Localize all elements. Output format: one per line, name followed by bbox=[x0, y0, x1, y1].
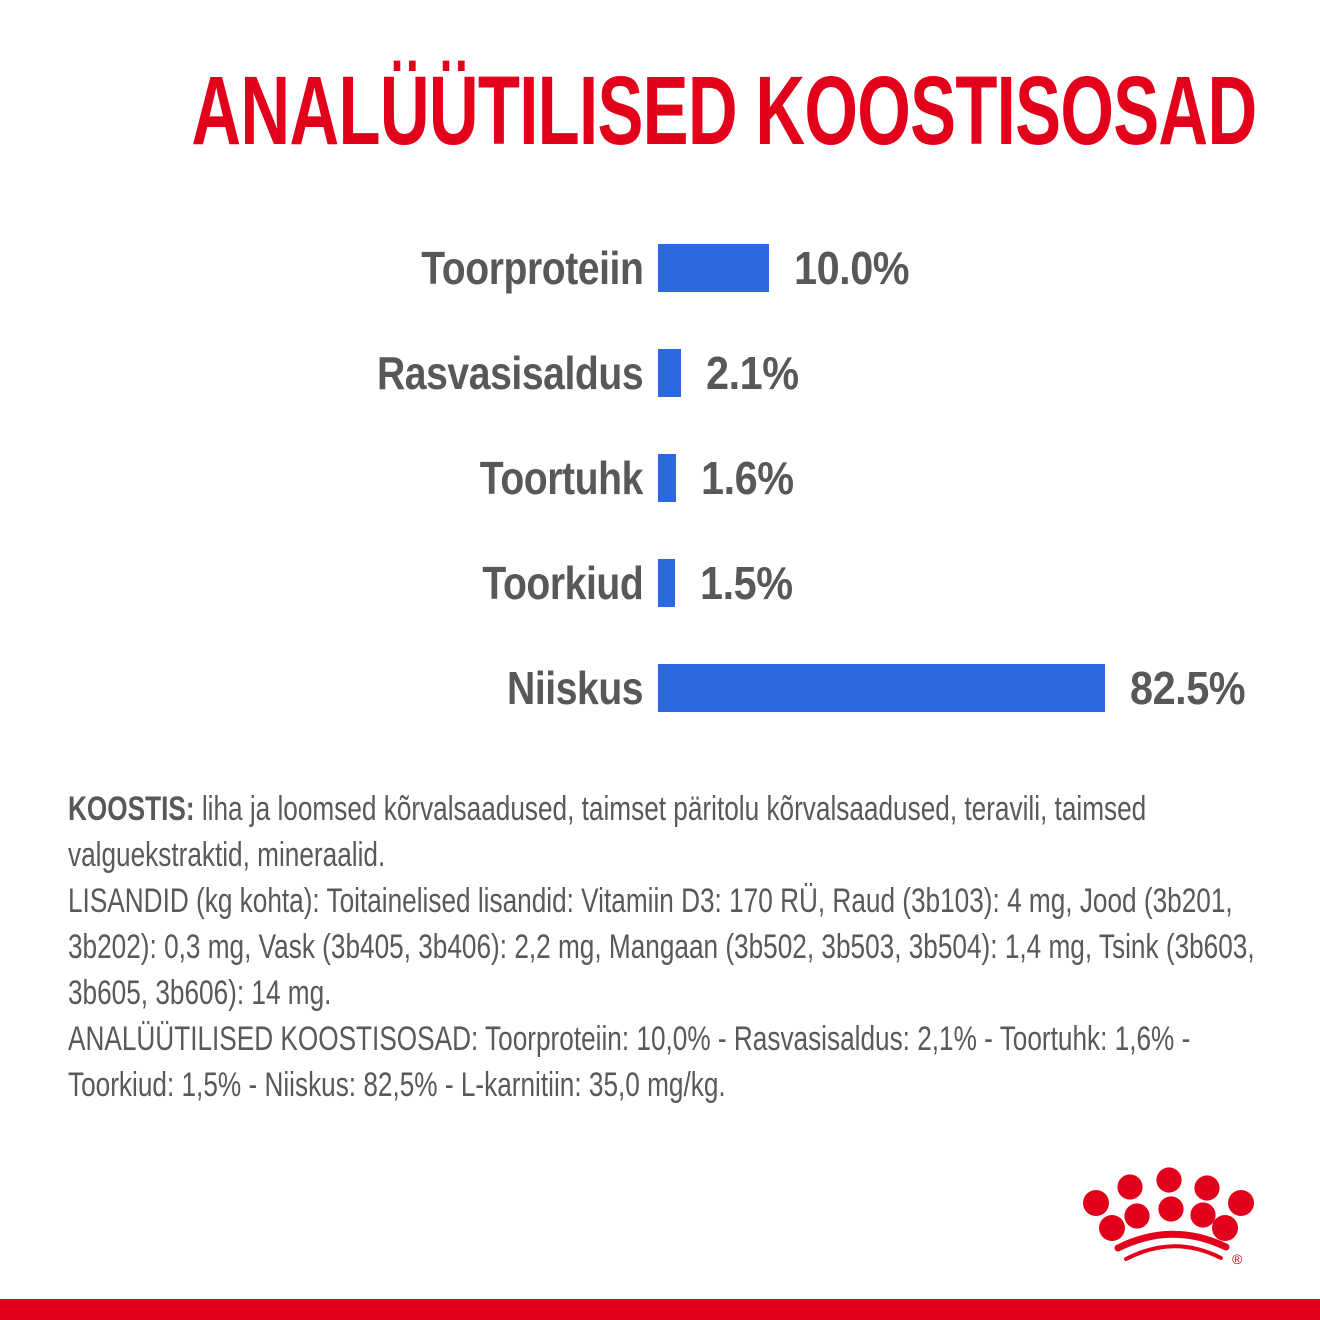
composition-label: KOOSTIS: bbox=[68, 790, 195, 828]
ingredients-text-block bbox=[68, 786, 1258, 1108]
chart-row-label: Toorkiud bbox=[482, 556, 643, 609]
bottom-red-stripe bbox=[0, 1299, 1320, 1320]
chart-bar bbox=[658, 664, 1105, 712]
chart-row-value: 1.5% bbox=[700, 556, 793, 609]
chart-bar bbox=[658, 244, 769, 292]
chart-row-value: 1.6% bbox=[701, 451, 794, 504]
additives-paragraph: LISANDID (kg kohta): Toitainelised lisandid: Vitamiin D3: 170 RÜ, Raud (3b103): 4 mg, Jood (3b201, 3b202): 0,3 mg, Vask (3b405, 3b406): 2,2 mg, Mangaan (3b502, 3b503, 3b504): 1,4 mg, Tsink (3b603, 3b605, 3b606): 14 mg. bbox=[68, 882, 1255, 1012]
chart-row-label: Toorproteiin bbox=[420, 241, 643, 294]
analytical-constituents-paragraph: ANALÜÜTILISED KOOSTISOSAD: Toorproteiin: 10,0% - Rasvasisaldus: 2,1% - Toortuhk: 1,6% - Toorkiud: 1,5% - Niiskus: 82,5% - L-karnitiin: 35,0 mg/kg. bbox=[68, 1020, 1191, 1104]
royal-canin-crown-icon bbox=[1075, 1160, 1265, 1275]
chart-bar bbox=[658, 454, 676, 502]
composition-paragraph bbox=[68, 786, 1258, 878]
chart-row bbox=[0, 425, 1320, 530]
composition-text: liha ja loomsed kõrvalsaadused, taimset päritolu kõrvalsaadused, teravili, taimsed valguekstraktid, mineraalid. bbox=[68, 790, 1147, 874]
chart-bar bbox=[658, 559, 675, 607]
chart-row bbox=[0, 635, 1320, 740]
chart-row-label: Toortuhk bbox=[479, 451, 643, 504]
registered-trademark-symbol: ® bbox=[1232, 1251, 1243, 1267]
chart-row-value: 82.5% bbox=[1130, 661, 1246, 714]
chart-row-label: Niiskus bbox=[506, 661, 643, 714]
chart-row-value: 2.1% bbox=[706, 346, 799, 399]
chart-row bbox=[0, 215, 1320, 320]
chart-row-value: 10.0% bbox=[794, 241, 910, 294]
page-title: ANALÜÜTILISED KOOSTISOSAD bbox=[191, 56, 1257, 165]
chart-row bbox=[0, 530, 1320, 635]
chart-row bbox=[0, 320, 1320, 425]
analytical-constituents-chart bbox=[0, 215, 1320, 740]
chart-bar bbox=[658, 349, 681, 397]
chart-row-label: Rasvasisaldus bbox=[376, 346, 643, 399]
